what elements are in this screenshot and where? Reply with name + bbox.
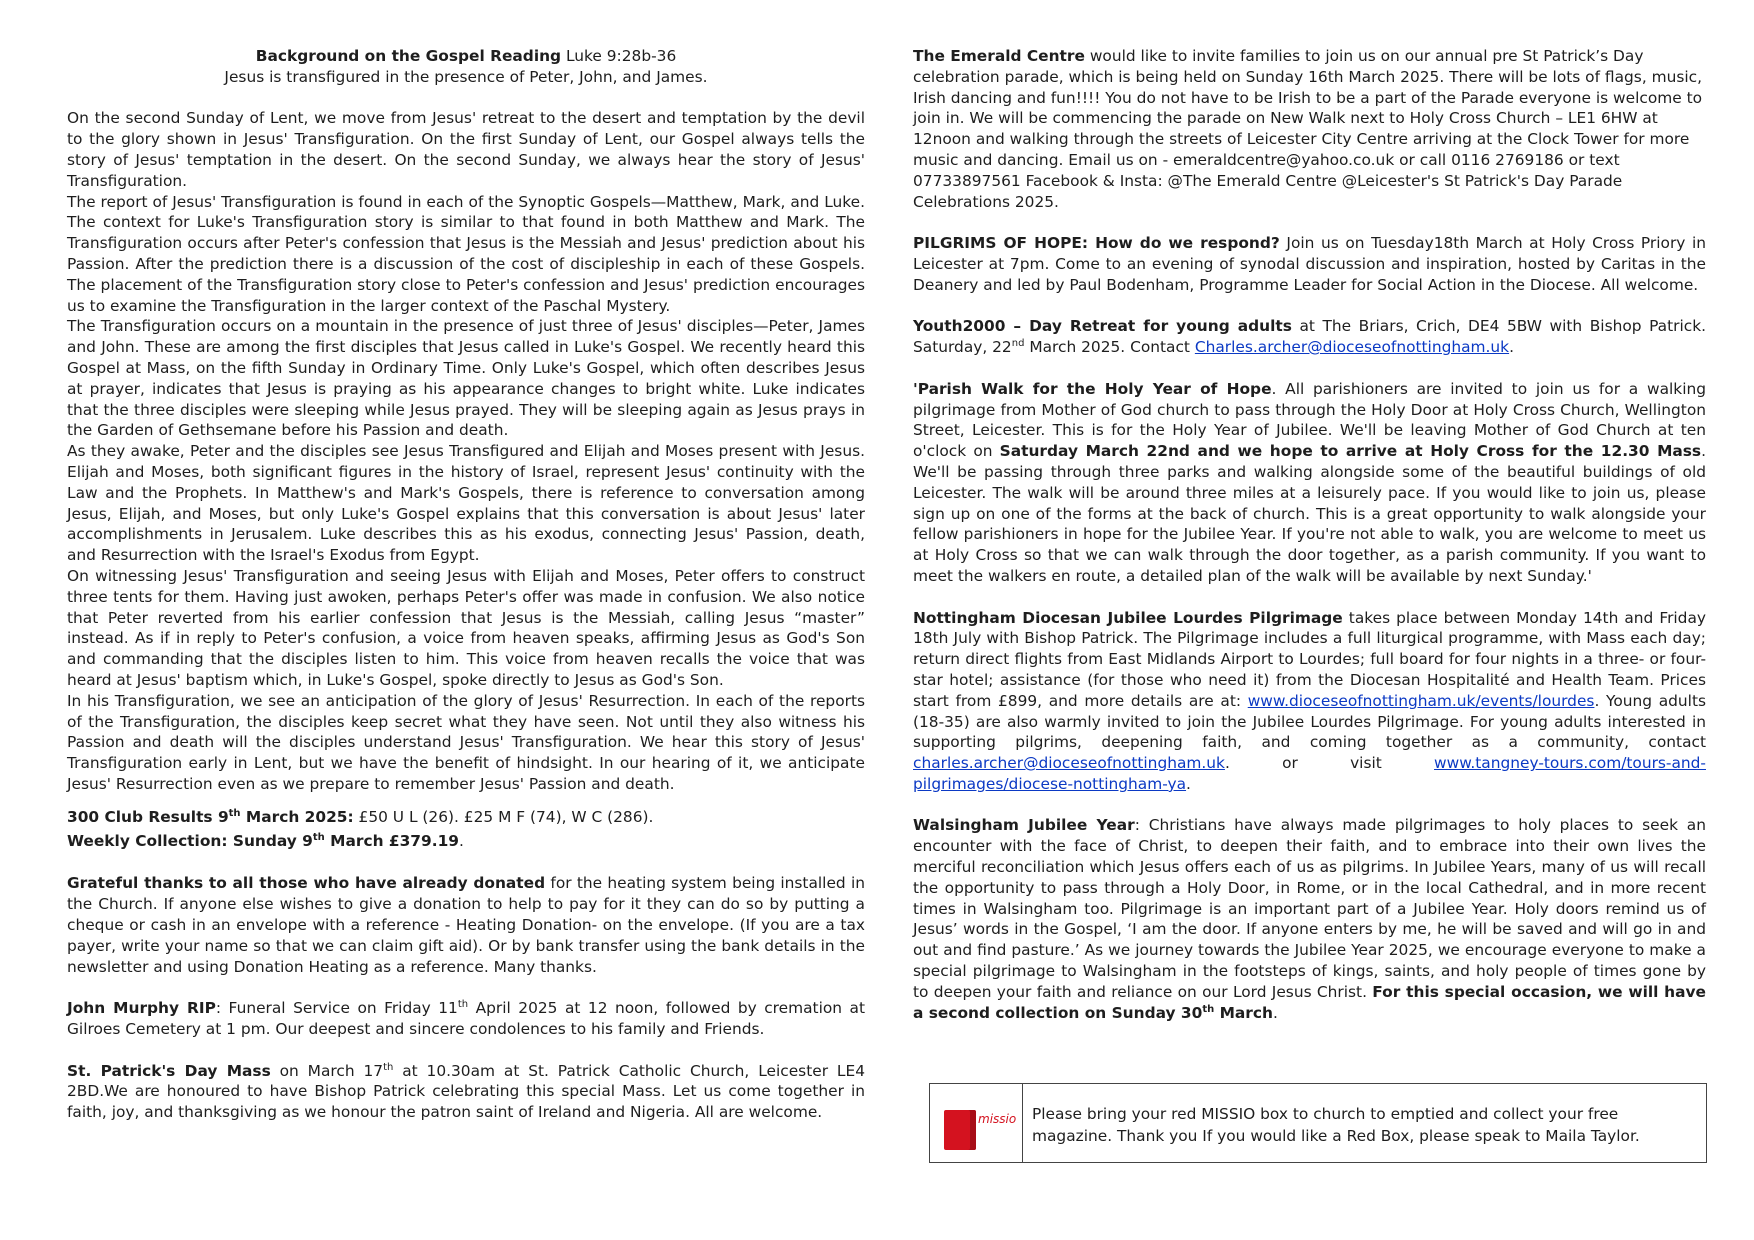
spacer bbox=[913, 212, 1706, 233]
st-patricks-mass-notice: St. Patrick's Day Mass on March 17th at 10.30am at St. Patrick Catholic Church, Leicester LE4 2BD.We are honoured to have Bishop Patrick celebrating this special Mass. Let us come together in faith, joy, and thanksgiving as we honour the patron saint of Ireland and Nigeria. All are welcome. bbox=[67, 1061, 865, 1122]
gospel-paragraph: The Transfiguration occurs on a mountain in the presence of just three of Jesus' disciples—Peter, James and John. These are among the first disciples that Jesus called in Luke's Gospel. We recently heard this Gospel at Mass, on the fifth Sunday in Ordinary Time. Only Luke's Gospel, which often describes Jesus at prayer, indicates that Jesus is praying as his appearance changes to bright white. Luke indicates that the three disciples were sleeping while Jesus prayed. They will be sleeping again as Jesus prays in the Garden of Gethsemane before his Passion and death. bbox=[67, 317, 865, 440]
red-box-icon bbox=[944, 1110, 976, 1150]
pilgrims-of-hope-notice: PILGRIMS OF HOPE: How do we respond? Join us on Tuesday18th March at Holy Cross Priory in Leicester at 7pm. Come to an evening of synodal discussion and inspiration, hosted by Caritas in the Deanery and led by Paul Bodenham, Programme Leader for Social Action in the Diocese. All welcome. bbox=[913, 234, 1707, 294]
left-column bbox=[67, 46, 865, 1123]
missio-notice-box bbox=[929, 1083, 1707, 1163]
spacer bbox=[67, 88, 865, 109]
spacer bbox=[67, 1040, 865, 1061]
heating-donation-notice: Grateful thanks to all those who have already donated for the heating system being installed in the Church. If anyone else wishes to give a donation to help to pay for it they can do so by putting a cheque or cash in an envelope with a reference - Heating Donation- on the envelope. (If you are a tax payer, write your name so that we can claim gift aid). Or by bank transfer using the bank details in the newsletter and using Donation Heating as a reference. Many thanks. bbox=[67, 874, 865, 976]
youth2000-notice: Youth2000 – Day Retreat for young adults at The Briars, Crich, DE4 5BW with Bishop Patrick. Saturday, 22nd March 2025. Contact Charles.archer@dioceseofnottingham.uk. bbox=[913, 317, 1706, 357]
weekly-collection: Weekly Collection: Sunday 9th March £379.19. bbox=[67, 831, 464, 850]
gospel-title bbox=[67, 46, 865, 67]
spacer bbox=[67, 795, 865, 805]
spacer bbox=[913, 358, 1706, 379]
emerald-centre-notice: The Emerald Centre would like to invite families to join us on our annual pre St Patrick’s Day celebration parade, which is being held on Sunday 16th March 2025. There will be lots of flags, music, Irish dancing and fun!!!! You do not have to be Irish to be a part of the Parade everyone is welcome to join in. We will be commencing the parade on New Walk next to Holy Cross Church – LE1 6HW at 12noon and walking through the streets of Leicester City Centre arriving at the Clock Tower for more music and dancing. Email us on - emeraldcentre@yahoo.co.uk or call 0116 2769186 or text 07733897561 Facebook & Insta: @The Emerald Centre @Leicester's St Patrick's Day Parade Celebrations 2025. bbox=[913, 47, 1703, 211]
gospel-paragraph: As they awake, Peter and the disciples see Jesus Transfigured and Elijah and Moses present with Jesus. Elijah and Moses, both significant figures in the history of Israel, represent Jesus' continuity with the Law and the Prophets. In Matthew's and Mark's Gospels, there is reference to conversation among Jesus, Elijah, and Moses, but only Luke's Gospel explains that this conversation is about Jesus' later accomplishments in Jerusalem. Luke describes this as his exodus, connecting Jesus' Passion, death, and Resurrection with the Israel's Exodus from Egypt. bbox=[67, 442, 865, 565]
club-results: 300 Club Results 9th March 2025: £50 U L (26). £25 M F (74), W C (286). bbox=[67, 807, 654, 826]
spacer bbox=[913, 296, 1706, 317]
gospel-paragraph: In his Transfiguration, we see an anticipation of the glory of Jesus' Resurrection. In each of the reports of the Transfiguration, the disciples keep secret what they have seen. Not until they also witness his Passion and death will the disciples understand Jesus' Transfiguration. We hear this story of Jesus' Transfiguration early in Lent, but we have the benefit of hindsight. In our hearing of it, we anticipate Jesus' Resurrection even as we prepare to remember Jesus' Passion and death. bbox=[67, 691, 865, 793]
missio-text: Please bring your red MISSIO box to church to emptied and collect your free magazine. Thank you If you would like a Red Box, please speak to Maila Taylor. bbox=[1032, 1105, 1640, 1145]
spacer bbox=[913, 587, 1706, 608]
gospel-paragraph: On the second Sunday of Lent, we move from Jesus' retreat to the desert and temptation by the devil to the glory shown in Jesus' Transfiguration. On the first Sunday of Lent, our Gospel always tells the story of Jesus' temptation in the desert. On the second Sunday, we always hear the story of Jesus' Transfiguration. bbox=[67, 109, 865, 190]
lourdes-pilgrimage-notice: Nottingham Diocesan Jubilee Lourdes Pilgrimage takes place between Monday 14th and Friday 18th July with Bishop Patrick. The Pilgrimage includes a full liturgical programme, with Mass each day; return direct flights from East Midlands Airport to Lourdes; full board for four nights in a three- or four- star hotel; assistance (for those who need it) from the Diocesan Hospitalité and Health Team. Prices start from £899, and more details are at: www.dioceseofnottingham.uk/events/lourdes. Young adults (18-35) are also warmly invited to join the Jubilee Lourdes Pilgrimage. For young adults interested in supporting pilgrims, deepening faith, and coming together as a community, contact charles.archer@dioceseofnottingham.uk. or visit www.tangney-tours.com/tours-and-pilgrimages/diocese-nottingham-ya. bbox=[913, 608, 1707, 793]
missio-logo bbox=[930, 1084, 1023, 1162]
funeral-notice: John Murphy RIP: Funeral Service on Friday 11th April 2025 at 12 noon, followed by cremation at Gilroes Cemetery at 1 pm. Our deepest and sincere condolences to his family and Friends. bbox=[67, 999, 865, 1039]
right-column bbox=[913, 46, 1706, 1023]
spacer bbox=[913, 795, 1706, 816]
lourdes-email-link[interactable]: charles.archer@dioceseofnottingham.uk bbox=[913, 754, 1225, 773]
lourdes-events-link[interactable]: www.dioceseofnottingham.uk/events/lourdes bbox=[1247, 691, 1595, 710]
gospel-title-reference: Luke 9:28b-36 bbox=[565, 47, 677, 65]
tangney-tours-link[interactable]: www.tangney-tours.com/tours-and-pilgrimages/diocese-nottingham-ya bbox=[913, 754, 1706, 793]
spacer bbox=[67, 977, 865, 998]
gospel-title-label: Background on the Gospel Reading bbox=[255, 47, 562, 65]
gospel-subtitle: Jesus is transfigured in the presence of Peter, John, and James. bbox=[224, 67, 708, 86]
spacer bbox=[67, 853, 865, 874]
missio-logo-text: missio bbox=[978, 1112, 1017, 1126]
gospel-paragraph: The report of Jesus' Transfiguration is found in each of the Synoptic Gospels—Matthew, Mark, and Luke. The context for Luke's Transfiguration story is similar to that found in both Matthew and Mark. The Transfiguration occurs after Peter's confession that Jesus is the Messiah and Jesus' prediction about his Passion. After the prediction there is a discussion of the cost of discipleship in each of these Gospels. The placement of the Transfiguration story close to Peter's confession and Jesus' prediction encourages us to examine the Transfiguration in the larger context of the Paschal Mystery. bbox=[67, 192, 865, 315]
gospel-paragraph: On witnessing Jesus' Transfiguration and seeing Jesus with Elijah and Moses, Peter offers to construct three tents for them. Having just awoken, perhaps Peter's offer was made in confusion. We also notice that Peter reverted from his earlier confession that Jesus is the Messiah, calling Jesus “master” instead. As if in reply to Peter's confusion, a voice from heaven speaks, affirming Jesus as God's Son and commanding that the disciples listen to him. This voice from heaven recalls the voice that was heard at Jesus' baptism which, in Luke's Gospel, spoke directly to Jesus as God's Son. bbox=[67, 566, 865, 689]
walsingham-notice: Walsingham Jubilee Year: Christians have always made pilgrimages to holy places to seek an encounter with the face of Christ, to deepen their faith, and to embrace into their own lives the merciful reconciliation which Jesus offers each of us as pilgrims. In Jubilee Years, many of us will recall the opportunity to pass through a Holy Door, in Rome, or in the local Cathedral, and in more recent times in Walsingham too. Pilgrimage is an important part of a Jubilee Year. Holy doors remind us of Jesus’ words in the Gospel, ‘I am the door. If anyone enters by me, he will be saved and will go in and out and find pasture.’ As we journey towards the Jubilee Year 2025, we encourage everyone to make a special pilgrimage to Walsingham in the footsteps of kings, saints, and holy people of times gone by to deepen your faith and reliance on our Lord Jesus Christ. For this special occasion, we will have a second collection on Sunday 30th March. bbox=[913, 816, 1706, 1022]
parish-walk-notice: 'Parish Walk for the Holy Year of Hope. All parishioners are invited to join us for a walking pilgrimage from Mother of God church to pass through the Holy Door at Holy Cross Church, Wellington Street, Leicester. This is for the Holy Year of Jubilee. We'll be leaving Mother of God Church at ten o'clock on Saturday March 22nd and we hope to arrive at Holy Cross for the 12.30 Mass. We'll be passing through three parks and walking alongside some of the beautiful buildings of old Leicester. The walk will be around three miles at a leisurely pace. If you would like to join us, please sign up on one of the forms at the back of church. This is a great opportunity to walk alongside your fellow parishioners in hope for the Jubilee Year. If you're not able to walk, you are welcome to meet us at Holy Cross so that we can walk through the door together, as a parish community. If you want to meet the walkers en route, a detailed plan of the walk will be available by next Sunday.' bbox=[913, 379, 1706, 585]
youth-email-link[interactable]: Charles.archer@dioceseofnottingham.uk bbox=[1194, 338, 1510, 357]
